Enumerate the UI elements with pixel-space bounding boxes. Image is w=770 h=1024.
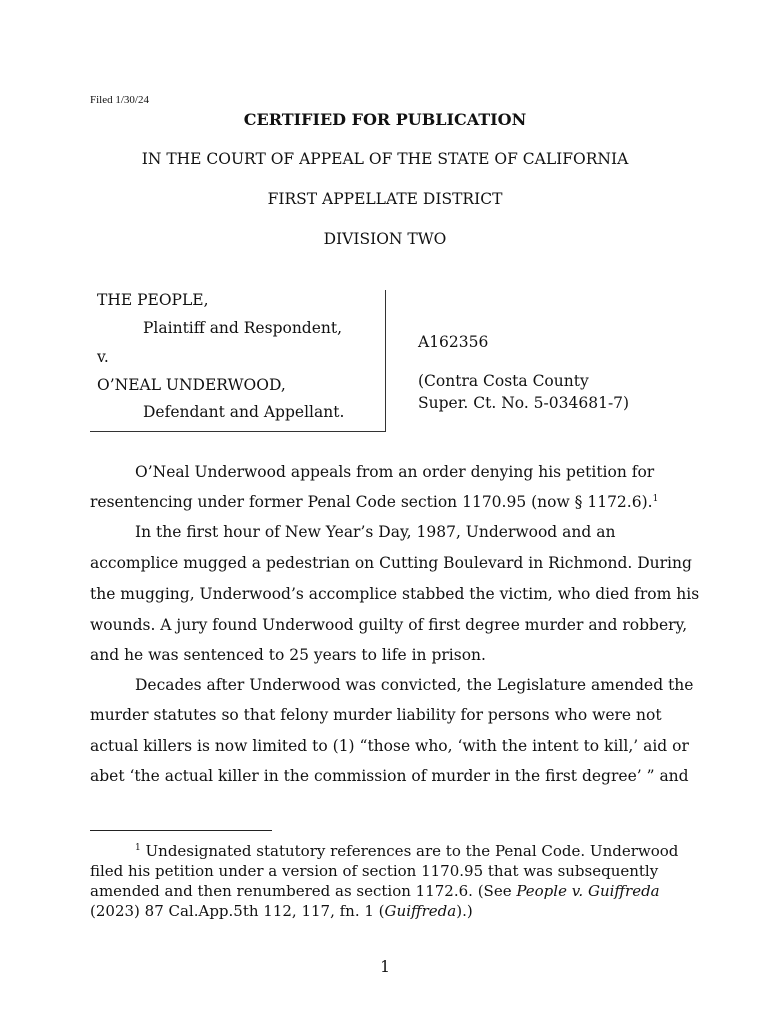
- filed-date: Filed 1/30/24: [90, 94, 149, 106]
- plaintiff-name: THE PEOPLE,: [97, 291, 209, 309]
- superior-court-number: Super. Ct. No. 5-034681-7): [418, 394, 630, 412]
- footnote-reference[interactable]: 1: [652, 494, 659, 504]
- body-line: In the first hour of New Year’s Day, 1987, Underwood and an: [135, 523, 616, 541]
- body-line: actual killers is now limited to (1) “those who, ‘with the intent to kill,’ aid or: [90, 737, 689, 755]
- versus: v.: [97, 348, 109, 366]
- body-line: murder statutes so that felony murder liability for persons who were not: [90, 706, 662, 724]
- case-number: A162356: [418, 333, 489, 351]
- footnote-line: (2023) 87 Cal.App.5th 112, 117, fn. 1 (Guiffreda).): [90, 902, 473, 920]
- footnote-marker: 1: [135, 843, 141, 853]
- court-name: IN THE COURT OF APPEAL OF THE STATE OF CALIFORNIA: [141, 150, 629, 168]
- defendant-role: Defendant and Appellant.: [143, 403, 345, 421]
- page-number: 1: [380, 958, 390, 976]
- defendant-name: O’NEAL UNDERWOOD,: [97, 376, 286, 394]
- case-citation: People v. Guiffreda: [516, 882, 660, 900]
- body-line: and he was sentenced to 25 years to life in prison.: [90, 646, 486, 664]
- district-name: FIRST APPELLATE DISTRICT: [267, 190, 503, 208]
- footnote-line: $^1$ Undesignated statutory references are to the Penal Code. Underwood: [135, 842, 679, 860]
- footnote-line: amended and then renumbered as section 1172.6. (See People v. Guiffreda: [90, 882, 660, 900]
- body-line: abet ‘the actual killer in the commission of murder in the first degree’ ” and: [90, 767, 689, 785]
- footnote-line: filed his petition under a version of section 1170.95 that was subsequently: [90, 862, 659, 880]
- body-line: O’Neal Underwood appeals from an order denying his petition for: [135, 463, 655, 481]
- case-caption-parties: [90, 290, 386, 432]
- division-name: DIVISION TWO: [323, 230, 447, 248]
- body-line: accomplice mugged a pedestrian on Cutting Boulevard in Richmond. During: [90, 554, 692, 572]
- case-short-name: Guiffreda: [384, 902, 457, 920]
- county: (Contra Costa County: [418, 372, 589, 390]
- footnote-divider: [90, 830, 272, 831]
- body-line: Decades after Underwood was convicted, the Legislature amended the: [135, 676, 694, 694]
- plaintiff-role: Plaintiff and Respondent,: [143, 319, 343, 337]
- body-line: the mugging, Underwood’s accomplice stabbed the victim, who died from his: [90, 585, 700, 603]
- body-line: resentencing under former Penal Code section 1170.95 (now § 1172.6).$^1$: [90, 493, 659, 511]
- body-line: wounds. A jury found Underwood guilty of first degree murder and robbery,: [90, 616, 688, 634]
- certified-heading: CERTIFIED FOR PUBLICATION: [243, 110, 527, 129]
